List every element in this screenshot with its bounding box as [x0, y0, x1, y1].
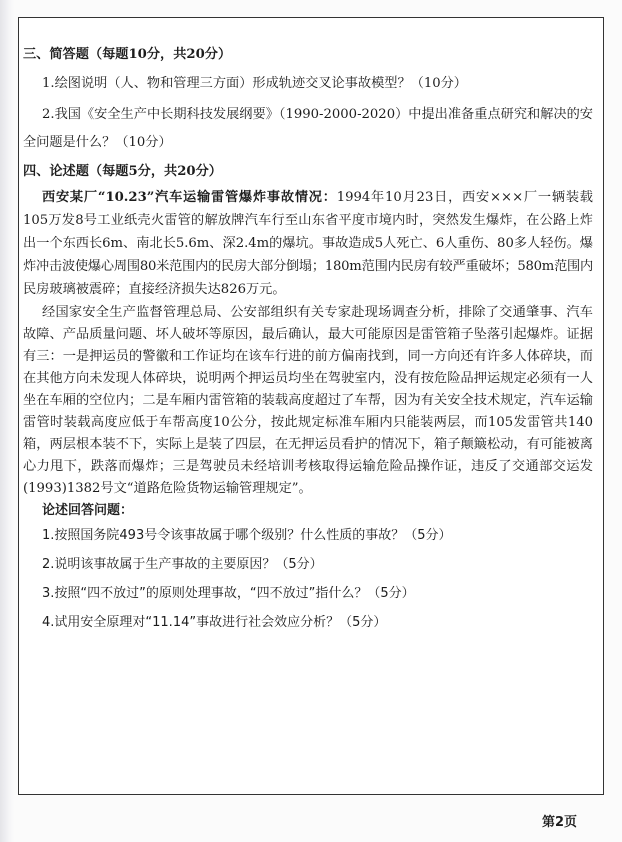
- case-para1-line1-text: 1994年10月23日，西安×××厂一辆装载: [336, 190, 593, 205]
- section4-heading: 四、论述题（每题5分，共20分）: [23, 164, 222, 179]
- case-para2-line: 雷管时装载高度应低于车帮高度10公分，按此规定标准车厢内只能装两层，而105发雷管共140: [23, 415, 593, 430]
- case-para1-line: 出一个东西长6m、南北长5.6m、深2.4m的爆坑。事故造成5人死亡、6人重伤、80多人轻伤。爆: [23, 236, 593, 251]
- case-para2-line: 有三：一是押运员的警徽和工作证均在该车行进的前方偏南找到，同一方向还有许多人体碎块，而: [23, 349, 593, 364]
- case-para1-line: 105万发8号工业纸壳火雷管的解放牌汽车行至山东省平度市境内时，突然发生爆炸，在公路上炸: [23, 213, 593, 228]
- section3-heading: 三、简答题（每题10分，共20分）: [23, 47, 232, 62]
- case-para1-line: 炸冲击波使爆心周围80米范围内的民房大部分倒塌；180m范围内民房有较严重破坏；580m范围内: [23, 259, 593, 274]
- question-4-3: 3.按照“四不放过”的原则处理事故，“四不放过”指什么？（5分）: [42, 586, 415, 601]
- question-3-2-line1: 2.我国《安全生产中长期科技发展纲要》（1990-2000-2020）中提出准备重点研究和解决的安: [42, 107, 593, 122]
- case-para1-line: 民房玻璃被震碎；直接经济损失达826万元。: [23, 282, 286, 297]
- case-para2-line: 在其他方向未发现人体碎块，说明两个押运员均坐在驾驶室内，没有按危险品押运规定必须有一人: [23, 371, 593, 386]
- question-3-1: 1.绘图说明（人、物和管理三方面）形成轨迹交叉论事故模型？（10分）: [42, 76, 467, 91]
- case-para2-line: 经国家安全生产监督管理总局、公安部组织有关专家赴现场调查分析，排除了交通肇事、汽车: [42, 305, 593, 320]
- page-number: 第2页: [542, 815, 578, 830]
- question-4-2: 2.说明该事故属于生产事故的主要原因？（5分）: [42, 557, 323, 572]
- case-para2-line: (1993)1382号文“道路危险货物运输管理规定”。: [23, 481, 312, 496]
- case-para2-line: 箱，两层根本装不下，实际上是装了四层，在无押运员看护的情况下，箱子颠簸松动，有可能被离: [23, 437, 593, 452]
- question-4-1: 1.按照国务院493号令该事故属于哪个级别？什么性质的事故？（5分）: [42, 528, 452, 543]
- case-para2-line: 坐在车厢的空位内；二是车厢内雷管箱的装载高度超过了车帮，因为有关安全技术规定，汽车运输: [23, 393, 593, 408]
- case-para2-line: 心力甩下，跌落而爆炸；三是驾驶员未经培训考核取得运输危险品操作证，违反了交通部交运发: [23, 459, 593, 474]
- question-4-4: 4.试用安全原理对“11.14”事故进行社会效应分析？（5分）: [42, 615, 387, 630]
- scan-edge: [0, 0, 14, 842]
- case-title: 西安某厂“10.23”汽车运输雷管爆炸事故情况：: [42, 190, 337, 205]
- case-para1-line1: [42, 189, 593, 207]
- questions-heading: 论述回答问题：: [42, 503, 134, 518]
- case-para2-line: 故障、产品质量问题、坏人破坏等原因，最后确认，最大可能原因是雷管箱子坠落引起爆炸。证据: [23, 327, 593, 342]
- question-3-2-line2: 全问题是什么？（10分）: [23, 135, 172, 150]
